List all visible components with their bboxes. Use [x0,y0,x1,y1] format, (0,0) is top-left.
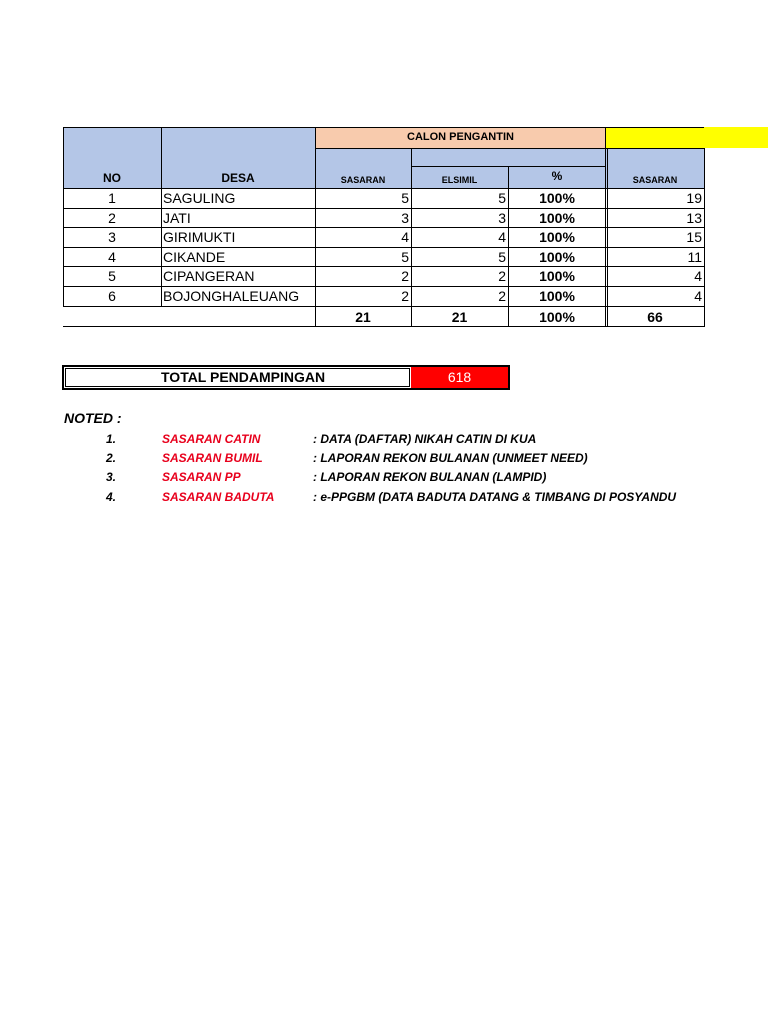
row-sasaran: 2 [401,288,409,304]
row-desa: SAGULING [163,190,236,206]
row-sasaran: 3 [401,210,409,226]
row-percent: 100% [539,229,575,245]
row-sasaran: 5 [401,190,409,206]
row-sasaran-2: 13 [686,210,702,226]
row-elsimil: 2 [498,288,506,304]
header-yellow-bg [606,127,768,148]
row-desa: BOJONGHALEUANG [163,288,300,304]
row-sasaran: 2 [401,268,409,284]
row-sasaran-2: 4 [694,288,702,304]
row-no: 6 [108,288,116,304]
header-desa: DESA [221,171,255,185]
note-term: SASARAN BADUTA [162,490,275,504]
total-percent: 100% [539,309,575,325]
row-sasaran-2: 11 [687,249,702,265]
header-no: NO [103,171,121,185]
row-elsimil: 3 [498,210,506,226]
row-elsimil: 2 [498,268,506,284]
total-elsimil: 21 [451,309,468,325]
header-percent: % [551,169,563,183]
total-pendampingan-label: TOTAL PENDAMPINGAN [161,369,326,385]
row-desa: CIKANDE [163,249,226,265]
header-group-label: CALON PENGANTIN [407,131,514,143]
note-term: SASARAN BUMIL [162,451,263,465]
row-no: 3 [108,229,116,245]
total-sasaran: 21 [355,309,371,325]
note-number: 2. [106,451,117,465]
header-sasaran: SASARAN [340,175,386,185]
row-elsimil: 4 [498,229,506,245]
row-no: 2 [108,210,116,226]
header-sasaran-2: SASARAN [632,175,678,185]
row-elsimil: 5 [498,190,506,206]
row-sasaran: 4 [401,229,409,245]
note-number: 4. [106,490,117,504]
row-sasaran: 5 [401,249,409,265]
note-number: 1. [106,432,117,446]
total-sasaran-2: 66 [647,309,663,325]
note-description: : LAPORAN REKON BULANAN (UNMEET NEED) [313,451,588,465]
row-percent: 100% [539,268,575,284]
note-description: : LAPORAN REKON BULANAN (LAMPID) [313,470,547,484]
row-elsimil: 5 [498,249,506,265]
row-no: 5 [108,268,116,284]
header-elsimil: ELSIMIL [441,175,478,185]
row-desa: CIPANGERAN [163,268,255,284]
note-description: : DATA (DAFTAR) NIKAH CATIN DI KUA [313,432,537,446]
header-elsimil-bg [411,148,606,167]
note-term: SASARAN PP [162,470,241,484]
row-desa: JATI [163,210,191,226]
row-percent: 100% [539,249,575,265]
row-sasaran-2: 4 [694,268,702,284]
row-no: 4 [108,249,116,265]
row-percent: 100% [539,210,575,226]
row-sasaran-2: 19 [686,190,702,206]
row-sasaran-2: 15 [686,229,702,245]
row-percent: 100% [539,190,575,206]
note-number: 3. [106,470,117,484]
row-no: 1 [108,190,116,206]
note-description: : e-PPGBM (DATA BADUTA DATANG & TIMBANG DI POSYANDU [313,490,677,504]
note-term: SASARAN CATIN [162,432,261,446]
notes-title: NOTED : [64,410,122,426]
row-percent: 100% [539,288,575,304]
row-desa: GIRIMUKTI [163,229,236,245]
total-pendampingan-value: 618 [411,367,508,388]
